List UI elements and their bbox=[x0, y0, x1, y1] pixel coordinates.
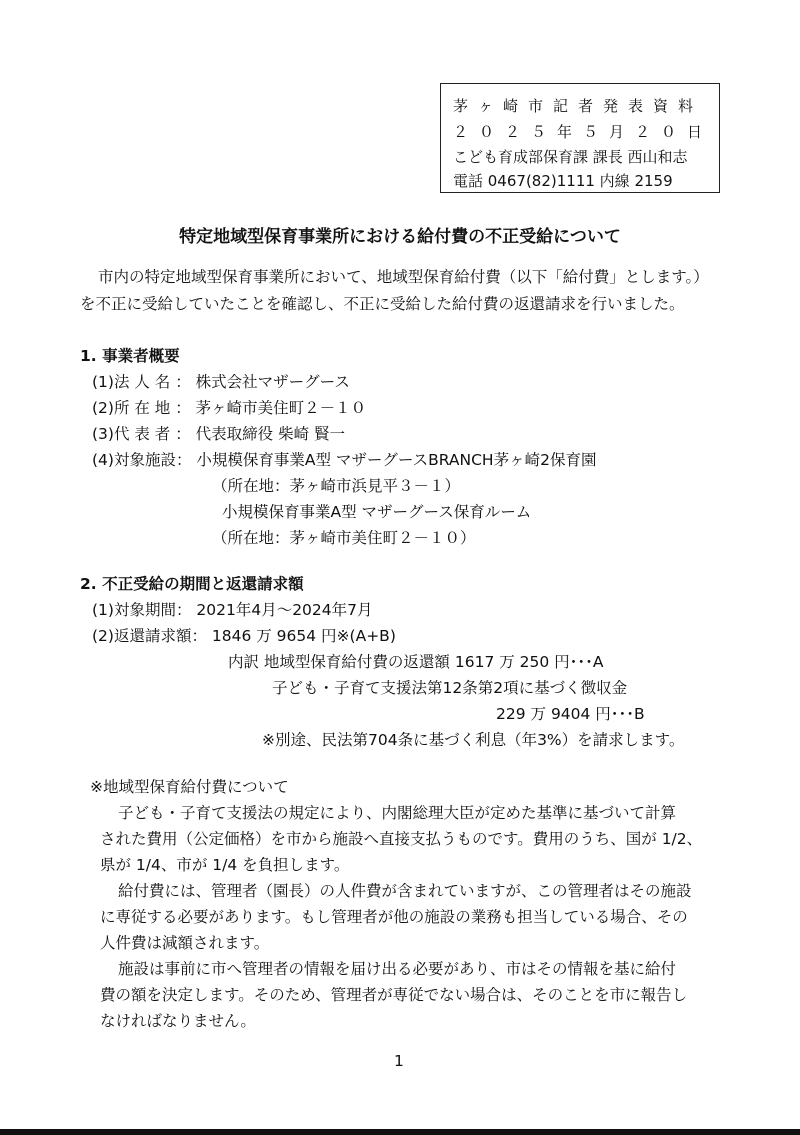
note-heading: ※地域型保育給付費について bbox=[90, 778, 289, 796]
intro-line-2: を不正に受給していたことを確認し、不正に受給した給付費の返還請求を行いました。 bbox=[80, 295, 685, 313]
section2-amount: (2)返還請求額： 1846 万 9654 円※(A+B) bbox=[92, 627, 396, 645]
intro-line-1: 市内の特定地域型保育事業所において、地域型保育給付費（以下「給付費」とします。） bbox=[98, 268, 709, 286]
header-dept: こども育成部保育課 課長 西山和志 bbox=[453, 148, 688, 166]
note-line: 人件費は減額されます。 bbox=[100, 934, 270, 952]
section1-item-corp: (1)法 人 名 ： 株式会社マザーグース bbox=[92, 373, 350, 391]
page-number: 1 bbox=[394, 1052, 404, 1070]
press-release-header-box bbox=[440, 83, 720, 193]
section1-item-address: (2)所 在 地 ： 茅ヶ崎市美住町２－１０ bbox=[92, 399, 367, 417]
note-line: された費用（公定価格）を市から施設へ直接支払うものです。費用のうち、国が 1/2、 bbox=[100, 830, 703, 848]
section1-item-rep: (3)代 表 者 ： 代表取締役 柴崎 賢一 bbox=[92, 425, 346, 443]
facility2-name: 小規模保育事業A型 マザーグース保育ルーム bbox=[222, 503, 532, 521]
section1-item-facility: (4)対象施設： 小規模保育事業A型 マザーグースBRANCH茅ヶ崎2保育園 bbox=[92, 451, 597, 469]
note-line: に専従する必要があります。もし管理者が他の施設の業務も担当している場合、その bbox=[100, 908, 688, 926]
note-line: 費の額を決定します。そのため、管理者が専従でない場合は、そのことを市に報告し bbox=[100, 986, 688, 1004]
note-line: 施設は事前に市へ管理者の情報を届け出る必要があり、市はその情報を基に給付 bbox=[118, 960, 677, 978]
breakdown-b-label: 子ども・子育て支援法第12条第2項に基づく徴収金 bbox=[272, 679, 628, 697]
breakdown-a: 内訳 地域型保育給付費の返還額 1617 万 250 円･･･A bbox=[228, 653, 604, 671]
section2-heading: 2. 不正受給の期間と返還請求額 bbox=[80, 575, 304, 593]
document-title: 特定地域型保育事業所における給付費の不正受給について bbox=[179, 227, 621, 247]
note-line: 子ども・子育て支援法の規定により、内閣総理大臣が定めた基準に基づいて計算 bbox=[118, 804, 677, 822]
section1-heading: 1. 事業者概要 bbox=[80, 347, 180, 365]
note-line: なければなりません。 bbox=[100, 1012, 256, 1030]
note-line: 給付費には、管理者（園長）の人件費が含まれていますが、この管理者はその施設 bbox=[118, 882, 692, 900]
facility1-address: （所在地：茅ヶ崎市浜見平３－１） bbox=[212, 477, 461, 495]
interest-note: ※別途、民法第704条に基づく利息（年3%）を請求します。 bbox=[262, 731, 685, 749]
note-line: 県が 1/4、市が 1/4 を負担します。 bbox=[100, 856, 350, 874]
header-org: 茅ヶ崎市記者発表資料 bbox=[453, 97, 704, 115]
page-bottom-edge bbox=[0, 1129, 800, 1135]
facility2-address: （所在地：茅ヶ崎市美住町２－１０） bbox=[212, 529, 476, 547]
header-tel: 電話 0467(82)1111 内線 2159 bbox=[453, 172, 673, 190]
header-date: ２０２５年５月２０日 bbox=[453, 123, 714, 141]
section2-period: (1)対象期間： 2021年4月～2024年7月 bbox=[92, 601, 373, 619]
breakdown-b-amount: 229 万 9404 円･･･B bbox=[496, 705, 645, 723]
